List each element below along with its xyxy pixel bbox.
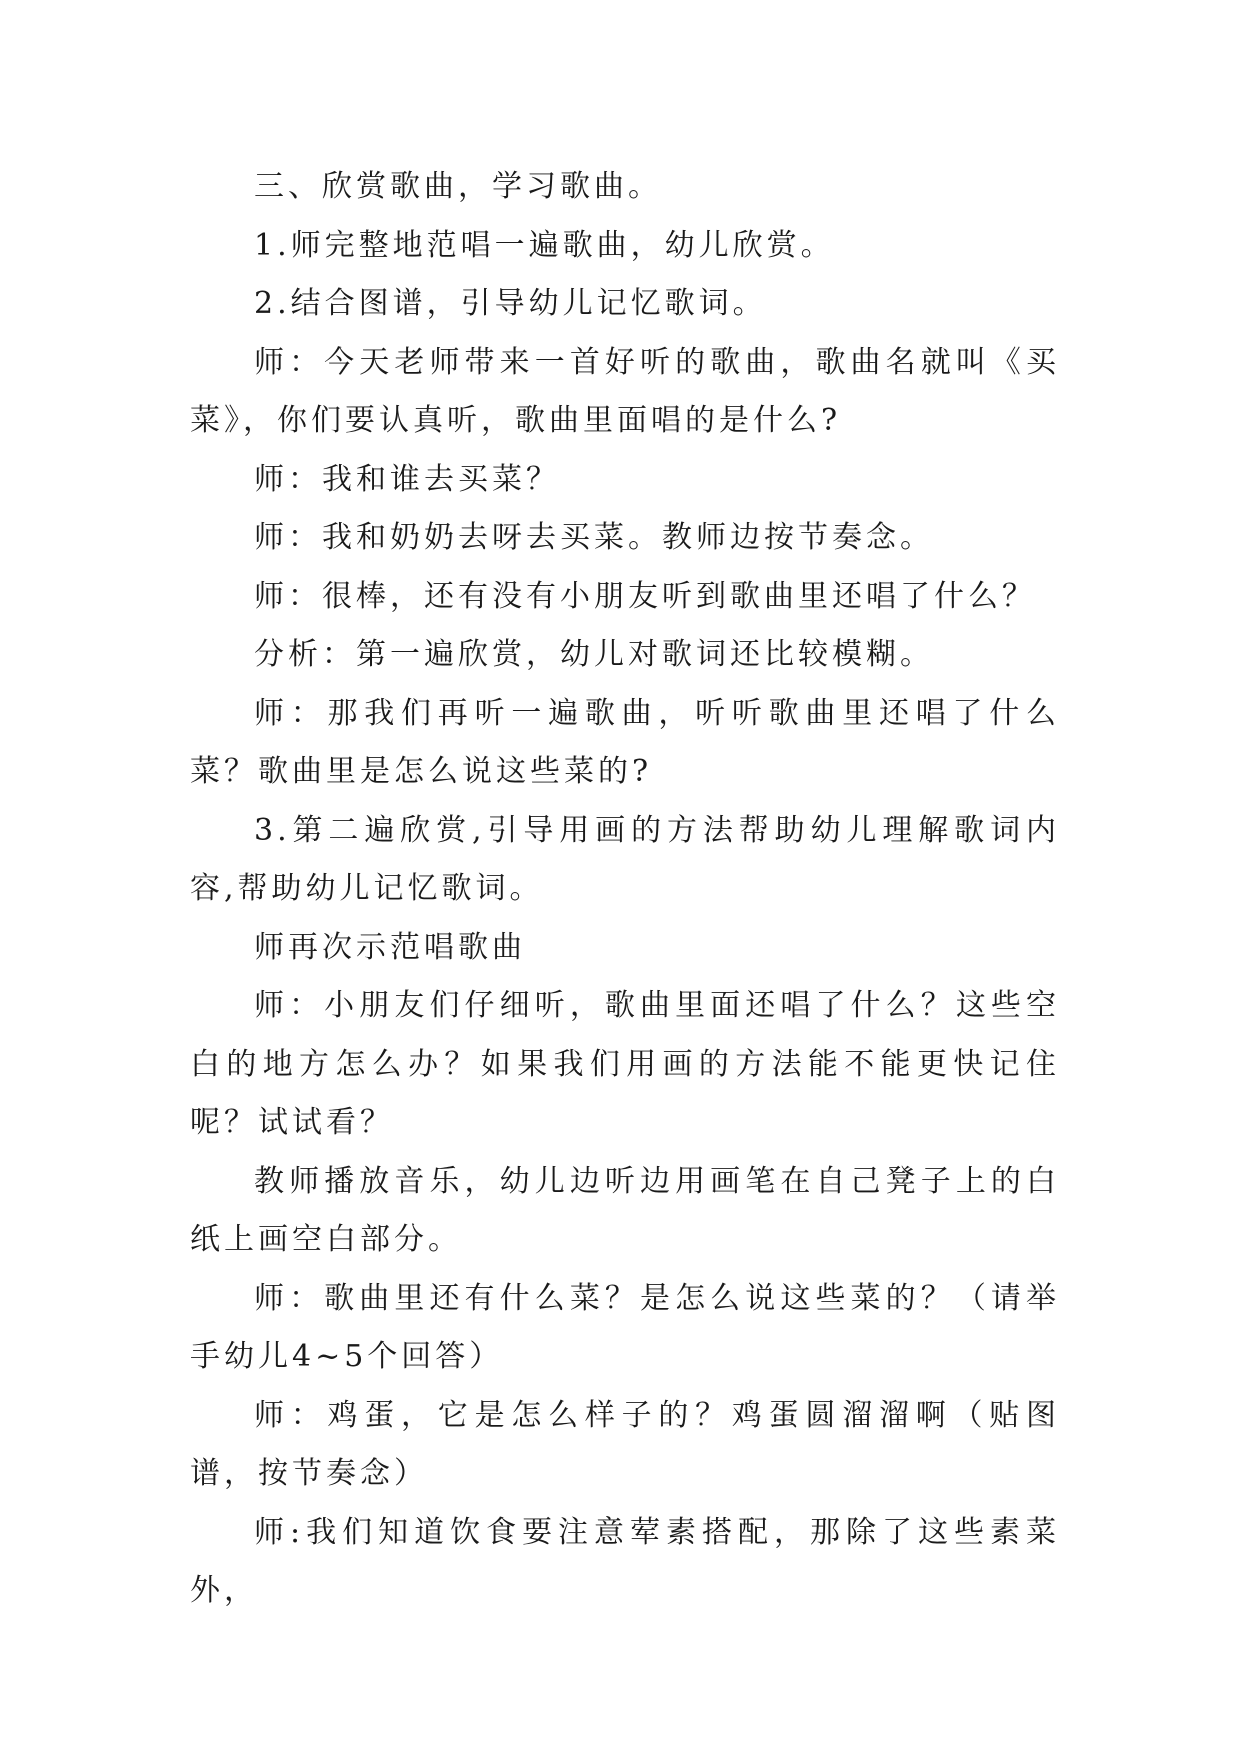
paragraph: 师:我们知道饮食要注意荤素搭配，那除了这些素菜外，	[190, 1514, 1060, 1608]
paragraph: 师：今天老师带来一首好听的歌曲，歌曲名就叫《买菜》，你们要认真听，歌曲里面唱的是什么?	[190, 344, 1060, 438]
paragraph: 师：小朋友们仔细听，歌曲里面还唱了什么？这些空白的地方怎么办？如果我们用画的方法能不能更快记住呢？试试看？	[190, 988, 1060, 1140]
paragraph: 师：我和奶奶去呀去买菜。教师边按节奏念。	[254, 520, 934, 555]
paragraph: 师：我和谁去买菜？	[254, 461, 560, 497]
paragraph: 师：那我们再听一遍歌曲，听听歌曲里还唱了什么菜？歌曲里是怎么说这些菜的?	[190, 695, 1060, 789]
paragraph: 师：鸡蛋，它是怎么样子的？鸡蛋圆溜溜啊（贴图谱，按节奏念）	[190, 1397, 1060, 1491]
paragraph: 2.结合图谱，引导幼儿记忆歌词。	[254, 286, 767, 321]
document-body	[190, 158, 1060, 1621]
paragraph: 师：很棒，还有没有小朋友听到歌曲里还唱了什么？	[254, 578, 1036, 614]
paragraph: 分析：第一遍欣赏，幼儿对歌词还比较模糊。	[254, 637, 934, 672]
paragraph: 1.师完整地范唱一遍歌曲，幼儿欣赏。	[254, 227, 835, 263]
paragraph: 师：歌曲里还有什么菜？是怎么说这些菜的？（请举手幼儿4~5个回答）	[190, 1280, 1060, 1374]
paragraph: 3.第二遍欣赏,引导用画的方法帮助幼儿理解歌词内容,帮助幼儿记忆歌词。	[190, 812, 1060, 906]
section-heading: 三、欣赏歌曲，学习歌曲。	[254, 169, 662, 204]
paragraph: 师再次示范唱歌曲	[254, 929, 526, 965]
paragraph: 教师播放音乐，幼儿边听边用画笔在自己凳子上的白纸上画空白部分。	[190, 1163, 1060, 1257]
